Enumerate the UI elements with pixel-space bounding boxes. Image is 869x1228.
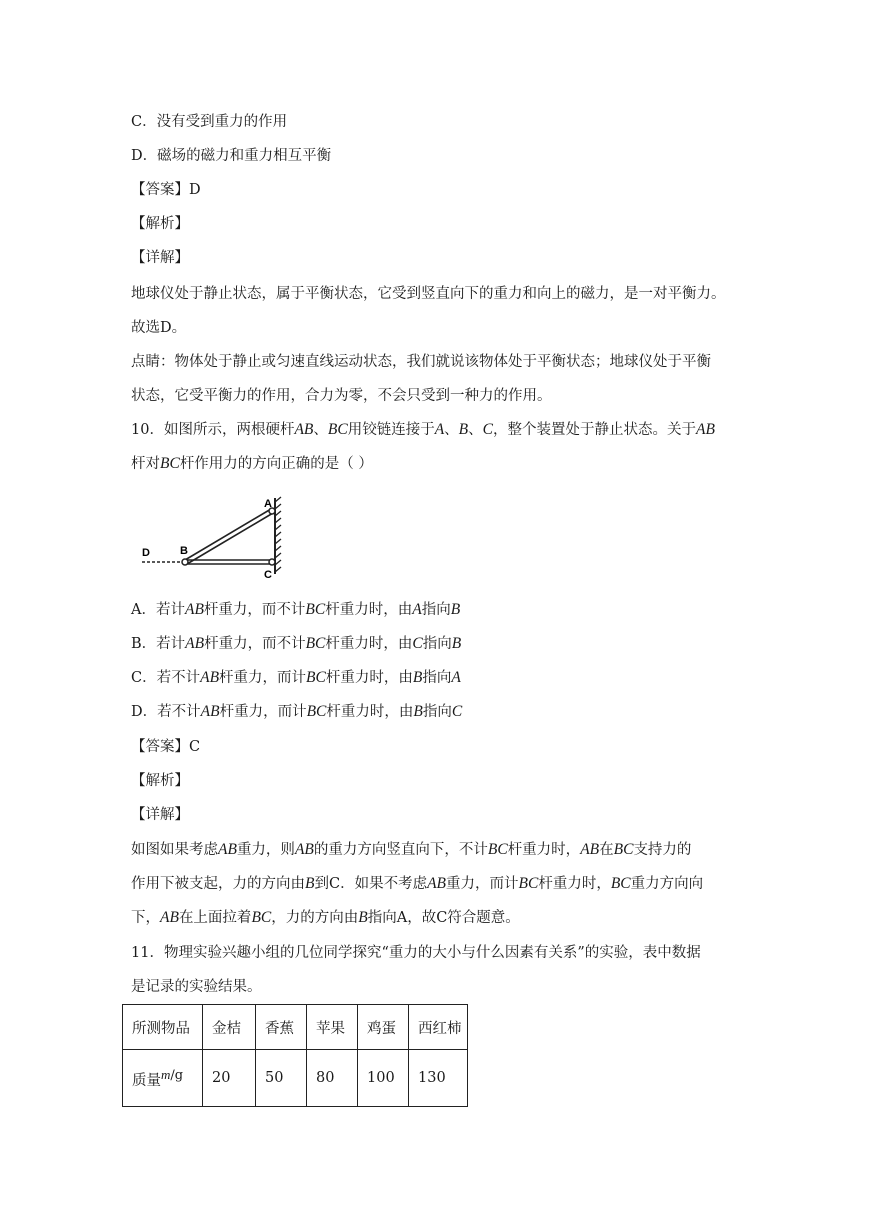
label-a: A: [264, 498, 272, 510]
explanation-line: 作用下被支起，力的方向由B到C．如果不考虑AB重力，而计BC杆重力时，BC重力方向向: [131, 875, 704, 892]
note-line: 状态，它受平衡力的作用，合力为零，不会只受到一种力的作用。: [131, 388, 552, 404]
option-d: D．磁场的磁力和重力相互平衡: [131, 148, 332, 164]
table-header-cell: 金桔: [203, 1005, 256, 1050]
explanation-line: 地球仪处于静止状态，属于平衡状态，它受到竖直向下的重力和向上的磁力，是一对平衡力。: [131, 286, 726, 302]
option-b: B．若计AB杆重力，而不计BC杆重力时，由C指向B: [131, 635, 462, 652]
question-stem: 杆对BC杆作用力的方向正确的是（ ）: [131, 455, 373, 472]
table-header-cell: 鸡蛋: [358, 1005, 409, 1050]
table-cell: 100: [358, 1050, 409, 1107]
question-stem: 是记录的实验结果。: [131, 979, 262, 995]
explanation-line: 故选D。: [131, 320, 187, 336]
label-b: B: [180, 545, 188, 557]
question-stem: 11．物理实验兴趣小组的几位同学探究“重力的大小与什么因素有关系”的实验，表中数据: [131, 945, 701, 961]
detail-label: 【详解】: [131, 807, 189, 823]
analysis-label: 【解析】: [131, 773, 189, 789]
table-cell: 50: [256, 1050, 307, 1107]
answer-label: 【答案】C: [131, 739, 201, 755]
note-line: 点睛：物体处于静止或匀速直线运动状态，我们就说该物体处于平衡状态；地球仪处于平衡: [131, 354, 711, 370]
rod-diagram: [140, 494, 300, 584]
option-c: C．没有受到重力的作用: [131, 114, 288, 130]
explanation-line: 下，AB在上面拉着BC，力的方向由B指向A，故C符合题意。: [131, 909, 520, 926]
table-header-row: [123, 1005, 468, 1050]
table-cell: 130: [409, 1050, 468, 1107]
hinge-b: [182, 559, 188, 565]
label-c: C: [264, 569, 272, 581]
rod-ab: [185, 509, 271, 560]
question-stem: 10．如图所示，两根硬杆AB、BC用铰链连接于A、B、C，整个装置处于静止状态。关于AB: [131, 421, 715, 438]
option-c: C．若不计AB杆重力，而计BC杆重力时，由B指向A: [131, 669, 461, 686]
table-row-label: 质量m/g: [123, 1050, 203, 1107]
table-header-cell: 香蕉: [256, 1005, 307, 1050]
table-row: [123, 1050, 468, 1107]
table-header-cell: 西红柿: [409, 1005, 468, 1050]
option-a: A．若计AB杆重力，而不计BC杆重力时，由A指向B: [131, 601, 461, 618]
hinge-c: [269, 559, 275, 565]
explanation-line: 如图如果考虑AB重力，则AB的重力方向竖直向下，不计BC杆重力时，AB在BC支持力的: [131, 841, 692, 858]
option-d: D．若不计AB杆重力，而计BC杆重力时，由B指向C: [131, 703, 463, 720]
table-cell: 20: [203, 1050, 256, 1107]
table-cell: 80: [307, 1050, 358, 1107]
data-table: [122, 1004, 468, 1107]
table-header-cell: 苹果: [307, 1005, 358, 1050]
label-d: D: [142, 547, 150, 559]
table-header-cell: 所测物品: [123, 1005, 203, 1050]
answer-label: 【答案】D: [131, 182, 201, 198]
detail-label: 【详解】: [131, 250, 189, 266]
analysis-label: 【解析】: [131, 216, 189, 232]
